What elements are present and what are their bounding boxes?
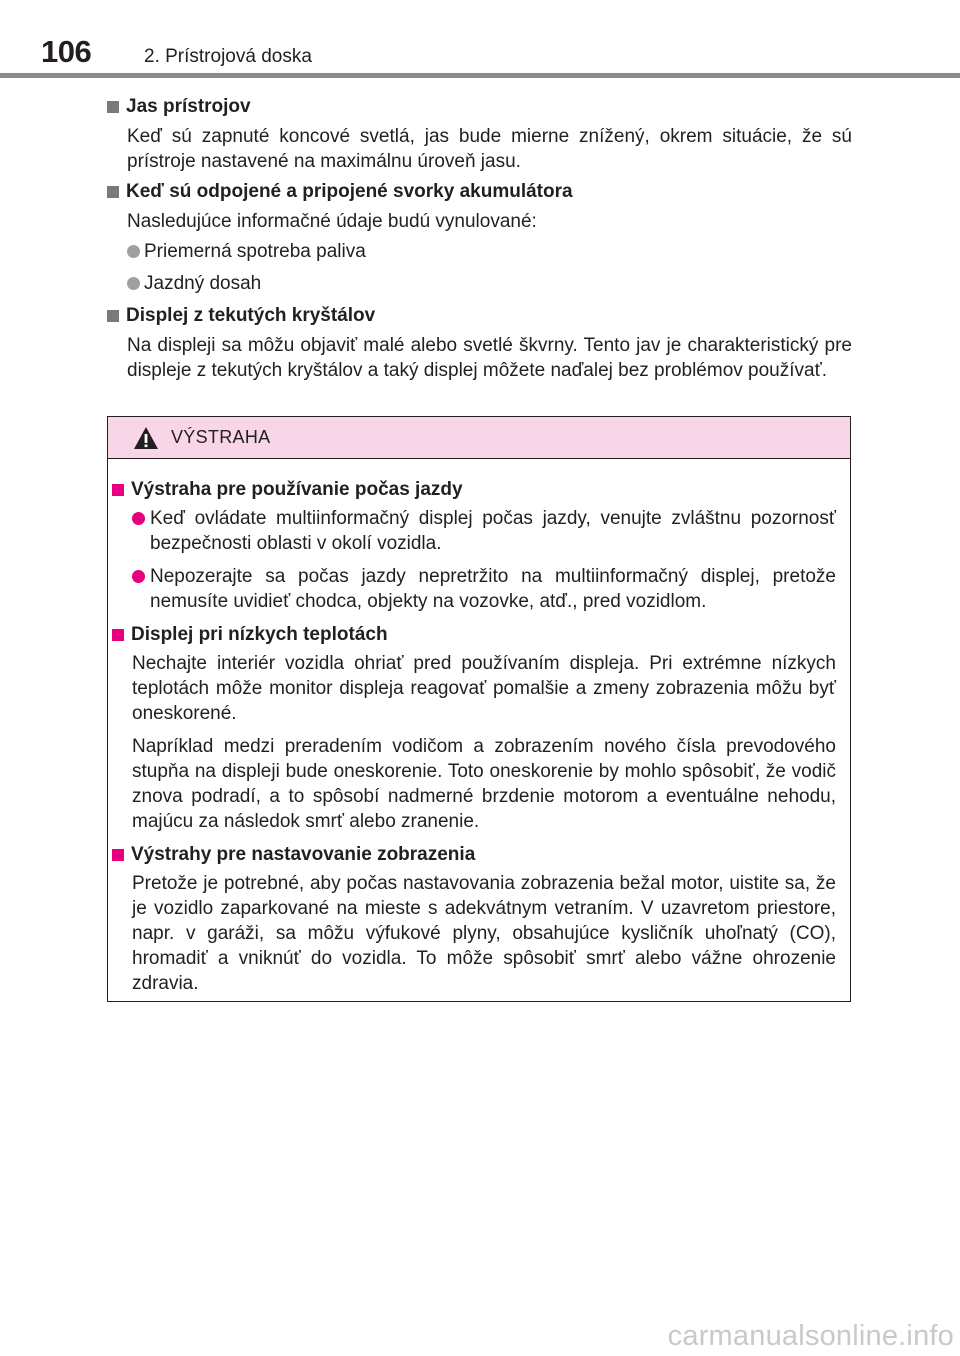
chapter-title: 2. Prístrojová doska <box>144 46 312 67</box>
warning-title: VÝSTRAHA <box>171 427 271 447</box>
warning-item-title: Výstrahy pre nastavovanie zobrazenia <box>131 844 476 865</box>
header-divider <box>0 73 960 78</box>
warning-paragraph: Napríklad medzi preradením vodičom a zobrazením nového čísla prevodového stupňa na displeji bude oneskorenie. Toto oneskorenie by mohlo spôsobiť, že vodič znova podradí, a to spôsobí nadmerné brzdenie motorom a eventuálne nehodu, majúcu za následok smrť alebo zranenie. <box>132 736 836 832</box>
section-paragraph: Keď sú zapnuté koncové svetlá, jas bude mierne znížený, okrem situácie, že sú prístroje nastavené na maximálnu úroveň jasu. <box>127 126 852 172</box>
list-item <box>107 239 852 264</box>
square-bullet-icon <box>112 629 124 641</box>
warning-body <box>108 459 850 996</box>
watermark-text: carmanualsonline.info <box>667 1320 954 1352</box>
warning-triangle-icon <box>133 426 159 450</box>
square-bullet-icon <box>107 186 119 198</box>
section-title: Displej z tekutých kryštálov <box>126 305 376 326</box>
warning-header <box>108 417 850 459</box>
circle-bullet-icon <box>132 570 145 583</box>
warning-item-heading <box>112 477 836 503</box>
warning-list-item <box>112 506 836 556</box>
section-heading <box>107 94 852 120</box>
page-header <box>0 0 960 80</box>
square-bullet-icon <box>107 101 119 113</box>
warning-list-item-text: Nepozerajte sa počas jazdy nepretržito na multiinformačný displej, pretože nemusíte uvidieť chodca, objekty na vozovke, atď., pred vozidlom. <box>150 566 836 612</box>
square-bullet-icon <box>112 849 124 861</box>
warning-paragraph: Pretože je potrebné, aby počas nastavovania zobrazenia bežal motor, uistite sa, že je vozidlo zaparkované na mieste s adekvátnym vetraním. V uzavretom priestore, napr. v garáži, sa môžu výfukové plyny, obsahujúce kysličník uhoľnatý (CO), hromadiť a vniknúť do vozidla. To môže spôsobiť smrť alebo vážne ohrozenie zdravia. <box>132 873 836 994</box>
circle-bullet-icon <box>132 512 145 525</box>
main-content <box>107 90 852 388</box>
section-paragraph: Nasledujúce informačné údaje budú vynulované: <box>127 211 537 232</box>
section-title: Jas prístrojov <box>126 96 251 117</box>
section-heading <box>107 179 852 205</box>
warning-item-heading <box>112 622 836 648</box>
section-title: Keď sú odpojené a pripojené svorky akumulátora <box>126 181 573 202</box>
warning-list-item-text: Keď ovládate multiinformačný displej počas jazdy, venujte zvláštnu pozornosť bezpečnosti oblasti v okolí vozidla. <box>150 508 836 554</box>
circle-bullet-icon <box>127 245 140 258</box>
list-item-text: Priemerná spotreba paliva <box>144 241 366 262</box>
square-bullet-icon <box>112 484 124 496</box>
square-bullet-icon <box>107 310 119 322</box>
warning-paragraph: Nechajte interiér vozidla ohriať pred používaním displeja. Pri extrémne nízkych teplotách môže monitor displeja reagovať pomalšie a zmeny zobrazenia môžu byť oneskorené. <box>132 653 836 724</box>
warning-item-title: Výstraha pre používanie počas jazdy <box>131 479 463 500</box>
warning-item-heading <box>112 842 836 868</box>
warning-box <box>107 416 851 1002</box>
list-item-text: Jazdný dosah <box>144 273 262 294</box>
warning-item-title: Displej pri nízkych teplotách <box>131 624 388 645</box>
list-item <box>107 271 852 296</box>
warning-list-item <box>112 564 836 614</box>
section-paragraph: Na displeji sa môžu objaviť malé alebo svetlé škvrny. Tento jav je charakteristický pre displeje z tekutých kryštálov a taký displej môžete naďalej bez problémov používať. <box>127 335 852 381</box>
page-number: 106 <box>41 34 92 69</box>
circle-bullet-icon <box>127 277 140 290</box>
section-heading <box>107 303 852 329</box>
